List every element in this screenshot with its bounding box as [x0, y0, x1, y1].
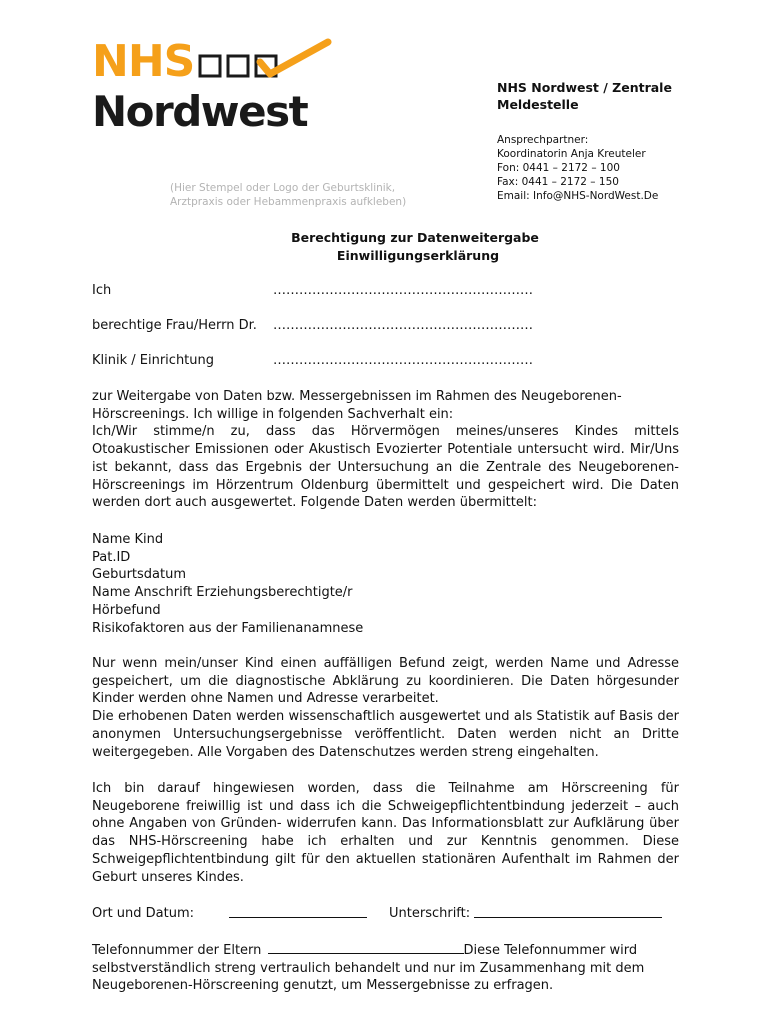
contact-fax: Fax: 0441 – 2172 – 150	[497, 176, 619, 188]
field-label-doctor: berechtige Frau/Herrn Dr.	[92, 318, 257, 333]
stamp-placeholder-note	[170, 181, 420, 209]
logo-text-nhs: NHS	[92, 38, 195, 87]
organization-block	[497, 79, 737, 203]
signature-label: Unterschrift:	[389, 906, 471, 921]
intro-line-2: Hörscreenings. Ich willige in folgenden Sachverhalt ein:	[92, 406, 454, 422]
stamp-note-line-2: Arztpraxis oder Hebammenpraxis aufkleben)	[170, 196, 407, 208]
statistics-paragraph: Die erhobenen Daten werden wissenschaftlich ausgewertet und als Statistik auf Basis der anonymen Untersuchungsergebnisse veröffentlicht. Daten werden nicht an Dritte weitergegeben. Alle Vorgaben des Datenschutzes werden streng eingehalten.	[92, 709, 679, 760]
contact-block	[497, 133, 737, 203]
logo-checkmark-icon	[260, 42, 328, 74]
field-row-ich	[92, 283, 652, 299]
document-title	[0, 229, 770, 265]
signature-line[interactable]	[474, 905, 662, 923]
list-item: Hörbefund	[92, 602, 161, 618]
place-date-label: Ort und Datum:	[92, 906, 195, 921]
list-item: Pat.ID	[92, 549, 131, 565]
list-item: Name Kind	[92, 532, 164, 547]
phone-note-start: Diese Telefonnummer wird	[463, 943, 638, 958]
consent-section	[92, 780, 679, 886]
phone-section	[92, 941, 679, 995]
organization-title-line-1: NHS Nordwest / Zentrale	[497, 80, 672, 95]
phone-input-line[interactable]	[268, 941, 464, 954]
anonymization-paragraph: Nur wenn mein/unser Kind einen auffälligen Befund zeigt, werden Name und Adresse gespeichert, um die diagnostische Abklärung zu koordinieren. Die Daten hörgesunder Kinder werden ohne Namen und Adresse verarbeitet.	[92, 656, 679, 707]
organization-title-line-2: Meldestelle	[497, 97, 579, 112]
phone-line-1	[92, 941, 679, 960]
field-blank-doctor[interactable]: ……………………………………………………	[273, 318, 533, 333]
logo-box-1-icon	[200, 56, 220, 76]
list-item: Geburtsdatum	[92, 567, 186, 583]
consent-paragraph: Ich bin darauf hingewiesen worden, dass die Teilnahme am Hörscreening für Neugeborene freiwillig ist und dass ich die Schweigepflichtentbindung jederzeit – auch ohne Angaben von Gründen- widerrufen kann. Das Informationsblatt zur Aufklärung über das NHS-Hörscreening habe ich erhalten und zur Kenntnis genommen. Diese Schweigepflichtentbindung gilt für den aktuellen stationären Aufenthalt im Rahmen der Geburt unseres Kindes.	[92, 781, 679, 885]
place-date-line[interactable]	[229, 905, 367, 923]
field-blank-clinic[interactable]: ……………………………………………………	[273, 353, 533, 368]
processing-section	[92, 655, 679, 761]
field-label-clinic: Klinik / Einrichtung	[92, 353, 215, 368]
list-item: Risikofaktoren aus der Familienanamnese	[92, 620, 364, 636]
field-blank-ich[interactable]: ……………………………………………………	[273, 283, 533, 298]
logo-text-nordwest: Nordwest	[92, 87, 308, 134]
phone-note-rest: selbstverständlich streng vertraulich behandelt und nur im Zusammenhang mit dem Neugeborenen-Hörscreening genutzt, um Messergebnisse zu erfragen.	[92, 960, 645, 994]
transmitted-data-list	[92, 531, 679, 637]
logo-box-2-icon	[228, 56, 248, 76]
document-title-line-1: Berechtigung zur Datenweitergabe	[291, 230, 539, 245]
stamp-note-line-1: (Hier Stempel oder Logo der Geburtsklinik,	[170, 182, 396, 194]
phone-label: Telefonnummer der Eltern	[92, 943, 262, 958]
nhs-nordwest-logo	[92, 38, 340, 134]
intro-paragraph: Ich/Wir stimme/n zu, dass das Hörvermögen meines/unseres Kindes mittels Otoakustischer Emissionen oder Akustisch Evozierter Potentiale untersucht wird. Mir/Uns ist bekannt, dass das Ergebnis der Untersuchung an die Zentrale des Neugeborenen-Hörscreenings im Hörzentrum Oldenburg übermittelt und gespeichert wird. Die Daten werden dort auch ausgewertet. Folgende Daten werden übermittelt:	[92, 424, 679, 511]
intro-line-1: zur Weitergabe von Daten bzw. Messergebnissen im Rahmen des Neugeborenen-	[92, 389, 622, 404]
contact-phone: Fon: 0441 – 2172 – 100	[497, 162, 620, 174]
field-label-ich: Ich	[92, 283, 112, 298]
document-title-line-2: Einwilligungserklärung	[336, 248, 500, 263]
field-row-clinic	[92, 353, 652, 369]
contact-email: Email: Info@NHS-NordWest.De	[497, 190, 659, 202]
intro-section	[92, 388, 679, 512]
field-row-doctor	[92, 318, 652, 334]
contact-person-label: Ansprechpartner:	[497, 134, 589, 146]
contact-person-name: Koordinatorin Anja Kreuteler	[497, 148, 646, 160]
list-item: Name Anschrift Erziehungsberechtigte/r	[92, 585, 353, 601]
